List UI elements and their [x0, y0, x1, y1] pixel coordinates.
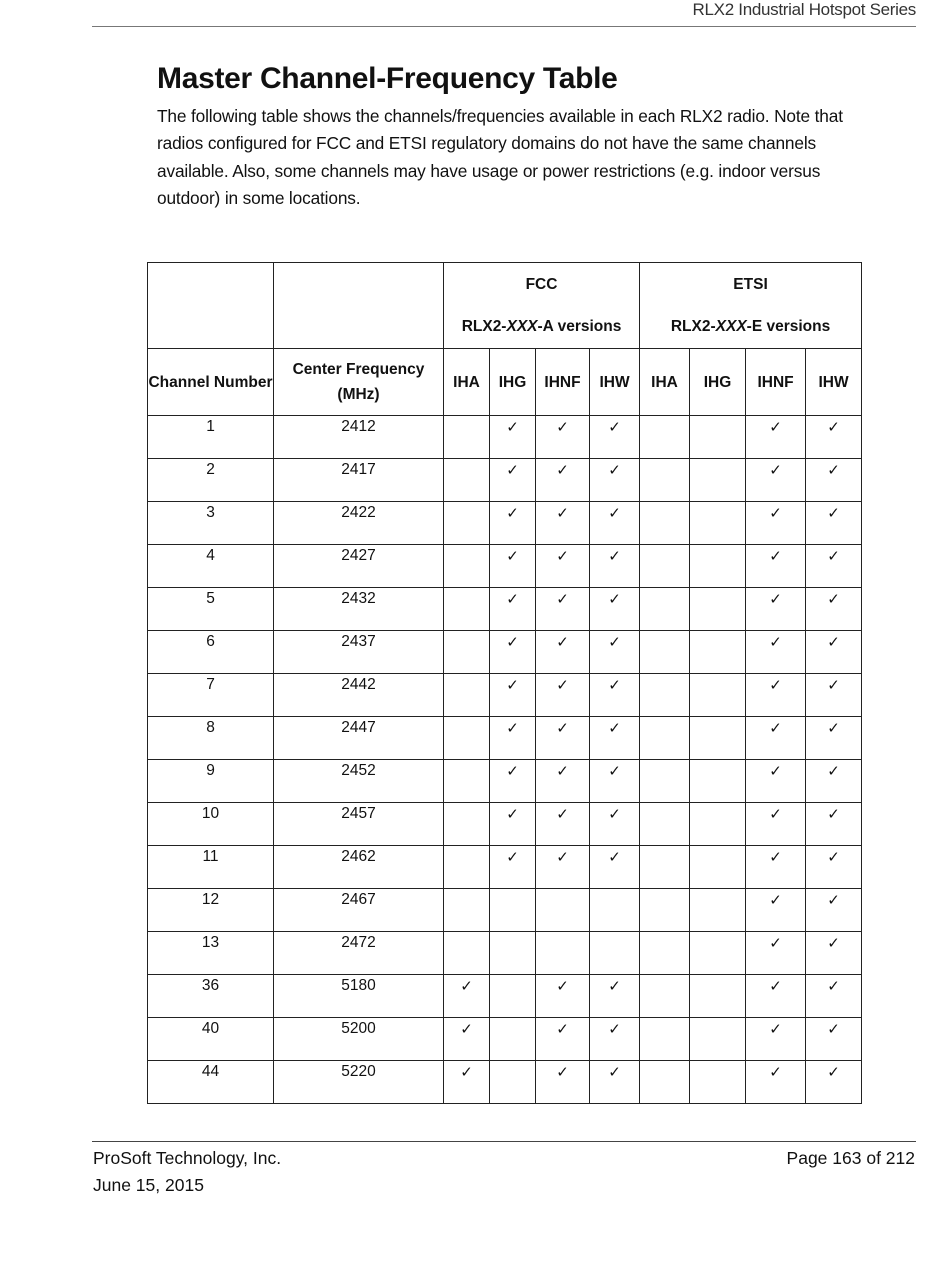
- checkmark-icon: ✓: [608, 805, 621, 823]
- checkmark-icon: ✓: [608, 590, 621, 608]
- availability-cell: [444, 760, 490, 803]
- availability-cell: [444, 1061, 490, 1104]
- checkmark-icon: ✓: [556, 1063, 569, 1081]
- table-row: [148, 846, 862, 889]
- checkmark-icon: ✓: [506, 418, 519, 436]
- availability-cell: [746, 1018, 806, 1061]
- availability-cell: [806, 416, 862, 459]
- availability-cell: [746, 416, 806, 459]
- availability-cell: [444, 416, 490, 459]
- checkmark-icon: ✓: [556, 805, 569, 823]
- availability-cell: [590, 932, 640, 975]
- availability-cell: [640, 760, 690, 803]
- checkmark-icon: ✓: [769, 547, 782, 565]
- checkmark-icon: ✓: [827, 1020, 840, 1038]
- availability-cell: [640, 1018, 690, 1061]
- availability-cell: [746, 631, 806, 674]
- checkmark-icon: ✓: [827, 633, 840, 651]
- checkmark-icon: ✓: [827, 977, 840, 995]
- checkmark-icon: ✓: [608, 461, 621, 479]
- checkmark-icon: ✓: [608, 633, 621, 651]
- channel-number-cell: 6: [148, 631, 274, 674]
- availability-cell: [536, 459, 590, 502]
- center-frequency-cell: 5180: [274, 975, 444, 1018]
- availability-cell: [536, 502, 590, 545]
- checkmark-icon: ✓: [827, 1063, 840, 1081]
- column-header: Center Frequency (MHz): [274, 349, 444, 416]
- availability-cell: [444, 545, 490, 588]
- availability-cell: [536, 588, 590, 631]
- checkmark-icon: ✓: [769, 977, 782, 995]
- availability-cell: [640, 1061, 690, 1104]
- availability-cell: [746, 674, 806, 717]
- channel-number-cell: 9: [148, 760, 274, 803]
- table-row: [148, 631, 862, 674]
- table-row: [148, 889, 862, 932]
- group-model: XXX: [506, 318, 538, 335]
- availability-cell: [536, 975, 590, 1018]
- availability-cell: [690, 803, 746, 846]
- availability-cell: [590, 717, 640, 760]
- checkmark-icon: ✓: [827, 418, 840, 436]
- availability-cell: [590, 1018, 640, 1061]
- column-header: IHG: [690, 349, 746, 416]
- availability-cell: [444, 674, 490, 717]
- availability-cell: [640, 846, 690, 889]
- page-title: Master Channel-Frequency Table: [157, 62, 618, 95]
- availability-cell: [536, 889, 590, 932]
- availability-cell: [640, 717, 690, 760]
- checkmark-icon: ✓: [827, 676, 840, 694]
- availability-cell: [490, 1018, 536, 1061]
- checkmark-icon: ✓: [556, 848, 569, 866]
- availability-cell: [536, 545, 590, 588]
- availability-cell: [640, 459, 690, 502]
- checkmark-icon: ✓: [827, 848, 840, 866]
- checkmark-icon: ✓: [556, 547, 569, 565]
- table-row: [148, 674, 862, 717]
- channel-number-cell: 10: [148, 803, 274, 846]
- availability-cell: [690, 502, 746, 545]
- channel-number-cell: 5: [148, 588, 274, 631]
- footer-left: [93, 1145, 281, 1199]
- checkmark-icon: ✓: [506, 762, 519, 780]
- intro-paragraph: The following table shows the channels/frequencies available in each RLX2 radio. Note that radios configured for FCC and ETSI regulatory domains do not have the same channels available. Also, some channels may have usage or power restrictions (e.g. indoor versus outdoor) in some locations.: [157, 106, 843, 208]
- availability-cell: [746, 545, 806, 588]
- checkmark-icon: ✓: [769, 762, 782, 780]
- availability-cell: [640, 545, 690, 588]
- checkmark-icon: ✓: [827, 547, 840, 565]
- availability-cell: [444, 889, 490, 932]
- checkmark-icon: ✓: [827, 934, 840, 952]
- availability-cell: [590, 760, 640, 803]
- checkmark-icon: ✓: [556, 719, 569, 737]
- center-frequency-cell: 2442: [274, 674, 444, 717]
- availability-cell: [640, 932, 690, 975]
- availability-cell: [590, 975, 640, 1018]
- checkmark-icon: ✓: [506, 461, 519, 479]
- center-frequency-cell: 2432: [274, 588, 444, 631]
- checkmark-icon: ✓: [827, 504, 840, 522]
- availability-cell: [490, 674, 536, 717]
- channel-number-cell: 8: [148, 717, 274, 760]
- group-suffix: -E versions: [746, 318, 831, 335]
- column-header: Channel Number: [148, 349, 274, 416]
- checkmark-icon: ✓: [769, 504, 782, 522]
- availability-cell: [590, 416, 640, 459]
- footer-page-number: Page 163 of 212: [786, 1148, 915, 1168]
- availability-cell: [640, 588, 690, 631]
- availability-cell: [690, 545, 746, 588]
- availability-cell: [490, 631, 536, 674]
- checkmark-icon: ✓: [556, 590, 569, 608]
- availability-cell: [690, 1061, 746, 1104]
- availability-cell: [444, 932, 490, 975]
- channel-number-cell: 11: [148, 846, 274, 889]
- checkmark-icon: ✓: [556, 461, 569, 479]
- checkmark-icon: ✓: [506, 719, 519, 737]
- availability-cell: [444, 1018, 490, 1061]
- checkmark-icon: ✓: [608, 1020, 621, 1038]
- availability-cell: [746, 459, 806, 502]
- checkmark-icon: ✓: [769, 1020, 782, 1038]
- availability-cell: [806, 932, 862, 975]
- center-frequency-cell: 5200: [274, 1018, 444, 1061]
- center-frequency-cell: 2417: [274, 459, 444, 502]
- checkmark-icon: ✓: [827, 461, 840, 479]
- center-frequency-cell: 2457: [274, 803, 444, 846]
- center-frequency-cell: 2447: [274, 717, 444, 760]
- checkmark-icon: ✓: [608, 504, 621, 522]
- checkmark-icon: ✓: [506, 676, 519, 694]
- column-header: IHW: [806, 349, 862, 416]
- checkmark-icon: ✓: [608, 418, 621, 436]
- column-header: IHA: [444, 349, 490, 416]
- channel-number-cell: 4: [148, 545, 274, 588]
- availability-cell: [806, 631, 862, 674]
- header-blank-cell: [274, 263, 444, 349]
- availability-cell: [590, 459, 640, 502]
- checkmark-icon: ✓: [608, 848, 621, 866]
- availability-cell: [806, 459, 862, 502]
- table-body: [148, 416, 862, 1104]
- availability-cell: [690, 717, 746, 760]
- availability-cell: [490, 416, 536, 459]
- availability-cell: [690, 459, 746, 502]
- availability-cell: [640, 803, 690, 846]
- footer-company: ProSoft Technology, Inc.: [93, 1148, 282, 1168]
- availability-cell: [746, 588, 806, 631]
- channel-number-cell: 3: [148, 502, 274, 545]
- channel-number-cell: 44: [148, 1061, 274, 1104]
- center-frequency-cell: 2427: [274, 545, 444, 588]
- checkmark-icon: ✓: [556, 762, 569, 780]
- footer-rule: [92, 1141, 916, 1142]
- availability-cell: [536, 932, 590, 975]
- checkmark-icon: ✓: [608, 1063, 621, 1081]
- availability-cell: [590, 674, 640, 717]
- availability-cell: [806, 760, 862, 803]
- availability-cell: [746, 932, 806, 975]
- center-frequency-cell: 2462: [274, 846, 444, 889]
- checkmark-icon: ✓: [827, 590, 840, 608]
- table-row: [148, 803, 862, 846]
- checkmark-icon: ✓: [506, 848, 519, 866]
- availability-cell: [490, 975, 536, 1018]
- availability-cell: [690, 588, 746, 631]
- availability-cell: [590, 803, 640, 846]
- fcc-group-header: [444, 263, 640, 349]
- footer-date: June 15, 2015: [93, 1175, 204, 1195]
- checkmark-icon: ✓: [608, 719, 621, 737]
- availability-cell: [536, 760, 590, 803]
- availability-cell: [536, 631, 590, 674]
- checkmark-icon: ✓: [460, 977, 473, 995]
- checkmark-icon: ✓: [769, 891, 782, 909]
- checkmark-icon: ✓: [506, 547, 519, 565]
- checkmark-icon: ✓: [769, 418, 782, 436]
- column-header: IHNF: [536, 349, 590, 416]
- availability-cell: [490, 760, 536, 803]
- checkmark-icon: ✓: [608, 676, 621, 694]
- availability-cell: [806, 717, 862, 760]
- checkmark-icon: ✓: [769, 719, 782, 737]
- availability-cell: [746, 975, 806, 1018]
- availability-cell: [444, 588, 490, 631]
- group-name: ETSI: [733, 276, 768, 293]
- checkmark-icon: ✓: [769, 1063, 782, 1081]
- availability-cell: [806, 1061, 862, 1104]
- availability-cell: [806, 803, 862, 846]
- availability-cell: [746, 1061, 806, 1104]
- table-row: [148, 459, 862, 502]
- table-row: [148, 545, 862, 588]
- column-header-row: [148, 349, 862, 416]
- checkmark-icon: ✓: [608, 762, 621, 780]
- running-header: RLX2 Industrial Hotspot Series: [92, 0, 916, 27]
- availability-cell: [490, 889, 536, 932]
- availability-cell: [690, 846, 746, 889]
- availability-cell: [746, 760, 806, 803]
- group-name: FCC: [525, 276, 558, 293]
- center-frequency-cell: 2467: [274, 889, 444, 932]
- availability-cell: [690, 889, 746, 932]
- availability-cell: [490, 545, 536, 588]
- table-row: [148, 932, 862, 975]
- availability-cell: [746, 889, 806, 932]
- availability-cell: [746, 502, 806, 545]
- availability-cell: [806, 674, 862, 717]
- checkmark-icon: ✓: [556, 676, 569, 694]
- availability-cell: [536, 717, 590, 760]
- table-row: [148, 416, 862, 459]
- availability-cell: [806, 502, 862, 545]
- availability-cell: [444, 459, 490, 502]
- etsi-group-header: [640, 263, 862, 349]
- channel-number-cell: 12: [148, 889, 274, 932]
- column-header: IHG: [490, 349, 536, 416]
- table-row: [148, 717, 862, 760]
- availability-cell: [746, 717, 806, 760]
- availability-cell: [490, 803, 536, 846]
- availability-cell: [690, 760, 746, 803]
- checkmark-icon: ✓: [827, 719, 840, 737]
- availability-cell: [640, 502, 690, 545]
- checkmark-icon: ✓: [769, 461, 782, 479]
- availability-cell: [444, 502, 490, 545]
- checkmark-icon: ✓: [827, 762, 840, 780]
- availability-cell: [806, 975, 862, 1018]
- availability-cell: [590, 889, 640, 932]
- checkmark-icon: ✓: [506, 805, 519, 823]
- availability-cell: [690, 1018, 746, 1061]
- checkmark-icon: ✓: [460, 1063, 473, 1081]
- availability-cell: [490, 502, 536, 545]
- channel-number-cell: 13: [148, 932, 274, 975]
- group-prefix: RLX2-: [670, 318, 716, 335]
- group-suffix: -A versions: [537, 318, 622, 335]
- availability-cell: [444, 631, 490, 674]
- availability-cell: [490, 459, 536, 502]
- table-row: [148, 760, 862, 803]
- checkmark-icon: ✓: [556, 504, 569, 522]
- group-model: XXX: [715, 318, 747, 335]
- availability-cell: [444, 717, 490, 760]
- availability-cell: [746, 846, 806, 889]
- availability-cell: [490, 846, 536, 889]
- column-header: IHA: [640, 349, 690, 416]
- availability-cell: [536, 1061, 590, 1104]
- availability-cell: [640, 674, 690, 717]
- availability-cell: [444, 975, 490, 1018]
- availability-cell: [690, 975, 746, 1018]
- checkmark-icon: ✓: [608, 977, 621, 995]
- checkmark-icon: ✓: [769, 805, 782, 823]
- center-frequency-cell: 2412: [274, 416, 444, 459]
- checkmark-icon: ✓: [827, 891, 840, 909]
- availability-cell: [590, 588, 640, 631]
- column-header: IHW: [590, 349, 640, 416]
- center-frequency-cell: 2452: [274, 760, 444, 803]
- checkmark-icon: ✓: [506, 504, 519, 522]
- channel-number-cell: 1: [148, 416, 274, 459]
- availability-cell: [806, 588, 862, 631]
- table-row: [148, 502, 862, 545]
- checkmark-icon: ✓: [556, 977, 569, 995]
- availability-cell: [806, 545, 862, 588]
- table-row: [148, 1018, 862, 1061]
- availability-cell: [640, 631, 690, 674]
- availability-cell: [640, 889, 690, 932]
- checkmark-icon: ✓: [556, 633, 569, 651]
- availability-cell: [536, 803, 590, 846]
- table-row: [148, 1061, 862, 1104]
- checkmark-icon: ✓: [769, 633, 782, 651]
- checkmark-icon: ✓: [769, 590, 782, 608]
- availability-cell: [806, 889, 862, 932]
- availability-cell: [806, 1018, 862, 1061]
- availability-cell: [590, 1061, 640, 1104]
- availability-cell: [444, 846, 490, 889]
- checkmark-icon: ✓: [769, 848, 782, 866]
- availability-cell: [590, 545, 640, 588]
- checkmark-icon: ✓: [506, 633, 519, 651]
- availability-cell: [536, 1018, 590, 1061]
- channel-number-cell: 7: [148, 674, 274, 717]
- availability-cell: [640, 416, 690, 459]
- table-row: [148, 588, 862, 631]
- availability-cell: [690, 631, 746, 674]
- availability-cell: [490, 717, 536, 760]
- checkmark-icon: ✓: [608, 547, 621, 565]
- checkmark-icon: ✓: [827, 805, 840, 823]
- availability-cell: [536, 674, 590, 717]
- checkmark-icon: ✓: [556, 1020, 569, 1038]
- center-frequency-cell: 2422: [274, 502, 444, 545]
- availability-cell: [590, 846, 640, 889]
- checkmark-icon: ✓: [556, 418, 569, 436]
- availability-cell: [690, 932, 746, 975]
- table-row: [148, 975, 862, 1018]
- checkmark-icon: ✓: [460, 1020, 473, 1038]
- checkmark-icon: ✓: [769, 676, 782, 694]
- center-frequency-cell: 2472: [274, 932, 444, 975]
- availability-cell: [490, 932, 536, 975]
- center-frequency-cell: 2437: [274, 631, 444, 674]
- availability-cell: [590, 502, 640, 545]
- channel-number-cell: 2: [148, 459, 274, 502]
- availability-cell: [640, 975, 690, 1018]
- availability-cell: [536, 846, 590, 889]
- availability-cell: [590, 631, 640, 674]
- availability-cell: [746, 803, 806, 846]
- channel-number-cell: 40: [148, 1018, 274, 1061]
- availability-cell: [690, 416, 746, 459]
- availability-cell: [690, 674, 746, 717]
- center-frequency-cell: 5220: [274, 1061, 444, 1104]
- availability-cell: [490, 588, 536, 631]
- checkmark-icon: ✓: [506, 590, 519, 608]
- group-prefix: RLX2-: [461, 318, 507, 335]
- availability-cell: [444, 803, 490, 846]
- header-blank-cell: [148, 263, 274, 349]
- channel-frequency-table: [147, 262, 862, 1104]
- availability-cell: [490, 1061, 536, 1104]
- checkmark-icon: ✓: [769, 934, 782, 952]
- channel-number-cell: 36: [148, 975, 274, 1018]
- column-header: IHNF: [746, 349, 806, 416]
- availability-cell: [806, 846, 862, 889]
- availability-cell: [536, 416, 590, 459]
